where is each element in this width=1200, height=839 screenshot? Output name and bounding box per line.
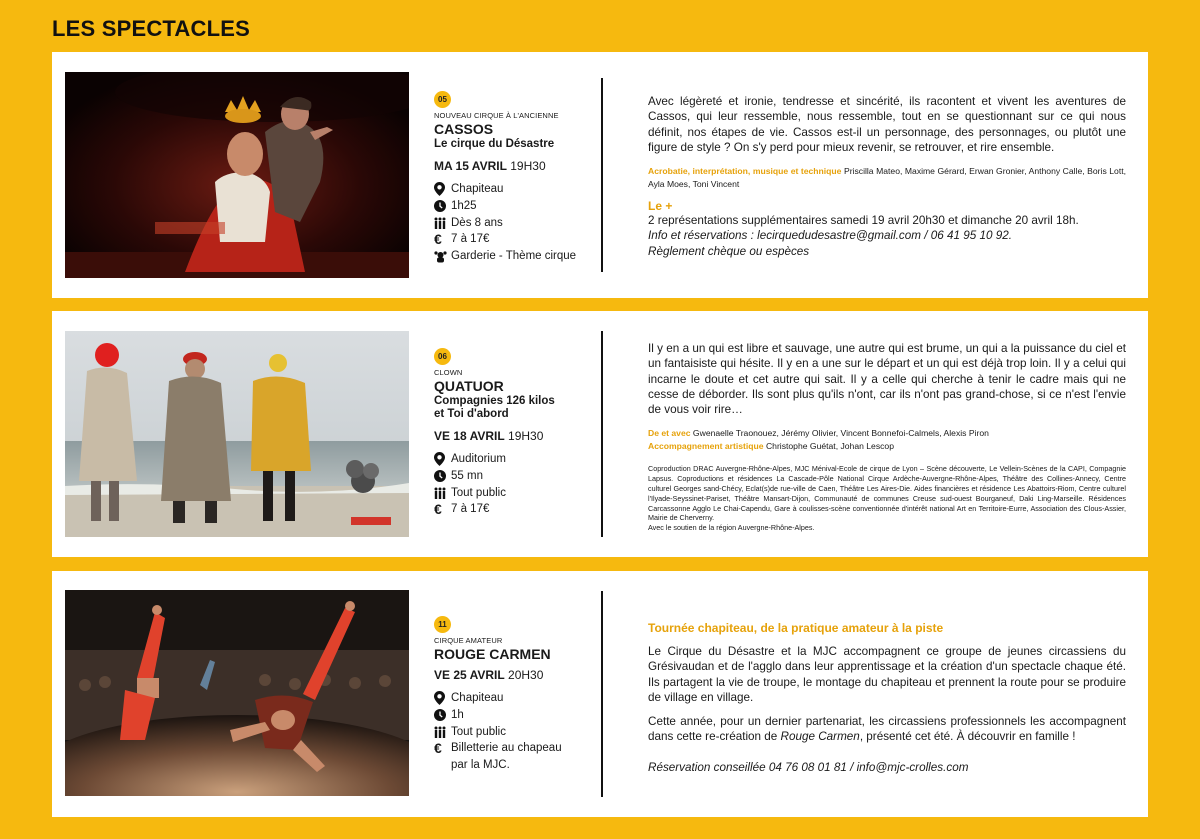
show-subtitle: Le cirque du Désastre — [434, 138, 555, 150]
show-title: CASSOS — [434, 121, 494, 137]
paragraph2-italic: Rouge Carmen — [780, 730, 860, 744]
paragraph2-end: , présenté cet été. À découvrir en famille ! — [859, 730, 1076, 744]
show-description: Avec légèreté et ironie, tendresse et sincérité, ils racontent et vivent les aventures de Cassos, qui leur ressemble, nous ressemble, tout en se questionnant sur ce qui nous définit, nos étapes de vie. Cassos est-il un personnage, des personnages, ou plutôt une figure de style ? On s'y perd pour mieux revenir, se retrouver, et rire ensemble. — [648, 95, 1126, 154]
extra-info-line2: Info et réservations : lecirquedudesastre@gmail.com / 06 41 95 10 92. — [648, 229, 1012, 243]
fact-venue — [434, 181, 609, 198]
show-number-badge: 06 — [434, 348, 451, 365]
show-facts — [434, 181, 609, 265]
location-pin-icon — [434, 690, 451, 707]
fact-audience — [434, 215, 609, 232]
fact-text: 55 mn — [451, 469, 483, 482]
show-description-cassos — [648, 94, 1126, 259]
show-date-time: 20H30 — [508, 668, 544, 682]
euro-icon: € — [434, 501, 442, 518]
credits-label: Accompagnement artistique — [648, 440, 764, 451]
credits-text: Gwenaelle Traonouez, Jérémy Olivier, Vincent Bonnefoi-Calmels, Alexis Piron — [692, 428, 989, 439]
show-card-rouge-carmen — [52, 571, 1148, 817]
fact-text: Tout public — [451, 725, 506, 738]
show-info-cassos — [434, 91, 609, 265]
fact-text: Billetterie au chapeau par la MJC. — [451, 742, 562, 772]
page-title: LES SPECTACLES — [52, 16, 250, 41]
support-text: Avec le soutien de la région Auvergne-Rhône-Alpes. — [648, 523, 815, 533]
show-photo-quatuor — [65, 331, 409, 537]
show-photo-cassos — [65, 72, 409, 278]
show-info-rouge-carmen — [434, 616, 609, 774]
show-number-badge: 05 — [434, 91, 451, 108]
show-date — [434, 429, 609, 443]
credits-label: De et avec — [648, 428, 691, 439]
show-facts — [434, 690, 609, 774]
clock-icon — [434, 707, 451, 724]
show-description-quatuor — [648, 341, 1126, 533]
fact-text: 7 à 17€ — [451, 503, 490, 516]
credits-label: Acrobatie, interprétation, musique et technique — [648, 166, 842, 177]
fact-price — [434, 231, 609, 248]
show-date-time: 19H30 — [508, 429, 544, 443]
fact-venue — [434, 690, 609, 707]
show-category: CIRQUE AMATEUR — [434, 636, 503, 645]
fact-text: 7 à 17€ — [451, 233, 490, 246]
fact-duration — [434, 468, 609, 485]
show-date-day: VE 25 AVRIL — [434, 668, 505, 682]
show-heading: Tournée chapiteau, de la pratique amateur à la piste — [648, 621, 944, 635]
show-info-quatuor — [434, 348, 609, 518]
fact-text: Garderie - Thème cirque — [451, 250, 577, 263]
show-paragraph-1: Le Cirque du Désastre et la MJC accompagnent ce groupe de jeunes circassiens du Grésivaudan et de l'agglo dans leur apprentissage et la création d'un spectacle chaque été. Ils partagent la vie de troupe, le montage du chapiteau et prennent la route pour se produire de village en village. — [648, 645, 1126, 704]
show-reservation: Réservation conseillée 04 76 08 01 81 / info@mjc-crolles.com — [648, 760, 969, 774]
euro-icon: € — [434, 740, 442, 757]
show-facts — [434, 451, 609, 518]
show-title: ROUGE CARMEN — [434, 646, 551, 662]
show-date-time: 19H30 — [510, 159, 546, 173]
show-date-day: VE 18 AVRIL — [434, 429, 505, 443]
fact-text: Chapiteau — [451, 183, 504, 195]
show-card-quatuor — [52, 311, 1148, 557]
audience-icon — [434, 724, 451, 741]
childcare-icon — [434, 248, 451, 265]
fact-text: 1h25 — [451, 199, 477, 212]
show-date-day: MA 15 AVRIL — [434, 159, 507, 173]
fact-text: Chapiteau — [451, 692, 504, 704]
audience-icon — [434, 485, 451, 502]
location-pin-icon — [434, 451, 451, 468]
column-divider — [601, 331, 603, 537]
fact-text: 1h — [451, 708, 464, 721]
fact-text: Tout public — [451, 486, 506, 499]
show-description: Il y en a un qui est libre et sauvage, une autre qui est brume, un qui a la puissance du ciel et un fantaisiste qui hésite. Il y en a une sur le départ et un qui est déjà trop loin. Il y a celui qui incarne le doute et cet autre qui sait. Il y a celle qui cherche à tenir le cadre mais qui ne cesse de déborder. Ils sont plus qu'ils n'ont, car ils n'ont pas grand-chose, si ce n'est l'envie de vous voir rire… — [648, 342, 1126, 417]
clock-icon — [434, 468, 451, 485]
fact-venue — [434, 451, 609, 468]
fact-audience — [434, 724, 609, 741]
show-credits — [648, 165, 1126, 190]
clock-icon — [434, 198, 451, 215]
fact-childcare — [434, 248, 609, 265]
coproduction-notes — [648, 464, 1126, 533]
show-date — [434, 159, 609, 173]
show-photo-rouge-carmen — [65, 590, 409, 796]
show-description-rouge-carmen — [648, 621, 1126, 775]
subtitle-line1: Compagnies 126 kilos — [434, 395, 555, 407]
extra-info-title: Le + — [648, 199, 673, 214]
show-paragraph-2 — [648, 714, 1126, 745]
coproduction-text: Coproduction DRAC Auvergne-Rhône-Alpes, MJC Ménival-Ecole de cirque de Lyon – Scène découverte, Le Vellein-Scènes de la CAPI, Compagnie Lapsus. Coproductions et résidences La Cascade-Pôle National Cirque Ardèche-Auvergne-Rhône-Alpes, Théâtre des Collines-Annecy, Centre culturel Georges sand-Chécy, Eclat(s)de rue-ville de Caen, Théâtre Les Aires-Die. Aides financières et résidence Les Abattoirs-Riom, Centre culturel l'Ilyade-Seyssinet-Pariset, Théâtre Mansart-Dijon, Communauté de communes Creuse sud-ouest Bourganeuf, Daki Ling-Marseille. Résidences Carcassonne Agglo Le Chai-Capendu, Gare à coulisses-scène conventionnée d'intérêt national Art en Territoire-Eurre, Association des Clous-Assier, Mairie de Cherverny. — [648, 464, 1126, 523]
extra-info-line3: Règlement chèque ou espèces — [648, 244, 810, 258]
subtitle-line2: et Toi d'abord — [434, 408, 509, 420]
audience-icon — [434, 215, 451, 232]
euro-icon: € — [434, 231, 442, 248]
location-pin-icon — [434, 181, 451, 198]
fact-duration — [434, 707, 609, 724]
show-category: NOUVEAU CIRQUE À L'ANCIENNE — [434, 111, 559, 120]
fact-text: Dès 8 ans — [451, 216, 503, 229]
show-category: CLOWN — [434, 368, 463, 377]
fact-audience — [434, 485, 609, 502]
fact-duration — [434, 198, 609, 215]
show-credits — [648, 427, 1126, 452]
show-date — [434, 668, 609, 682]
credits-text: Christophe Guétat, Johan Lescop — [765, 440, 894, 451]
paragraph2-start: Cette année, pour un dernier partenariat, les circassiens professionnels les accompagnent dans cette re-création de — [648, 715, 1126, 744]
show-number-badge: 11 — [434, 616, 451, 633]
column-divider — [601, 591, 603, 797]
extra-info-line1: 2 représentations supplémentaires samedi 19 avril 20h30 et dimanche 20 avril 18h. — [648, 214, 1079, 228]
fact-text: Auditorium — [451, 453, 506, 465]
extra-info-text — [648, 213, 1126, 259]
show-card-cassos — [52, 52, 1148, 298]
credits-text: Priscilla Mateo, Maxime Gérard, Erwan Gronier, Anthony Calle, Boris Lott, Ayla Moes, Toni Vincent — [648, 166, 1126, 189]
show-title: QUATUOR — [434, 378, 504, 394]
show-subtitle — [434, 395, 609, 421]
fact-price — [434, 501, 609, 518]
column-divider — [601, 78, 603, 272]
fact-price — [434, 740, 609, 774]
